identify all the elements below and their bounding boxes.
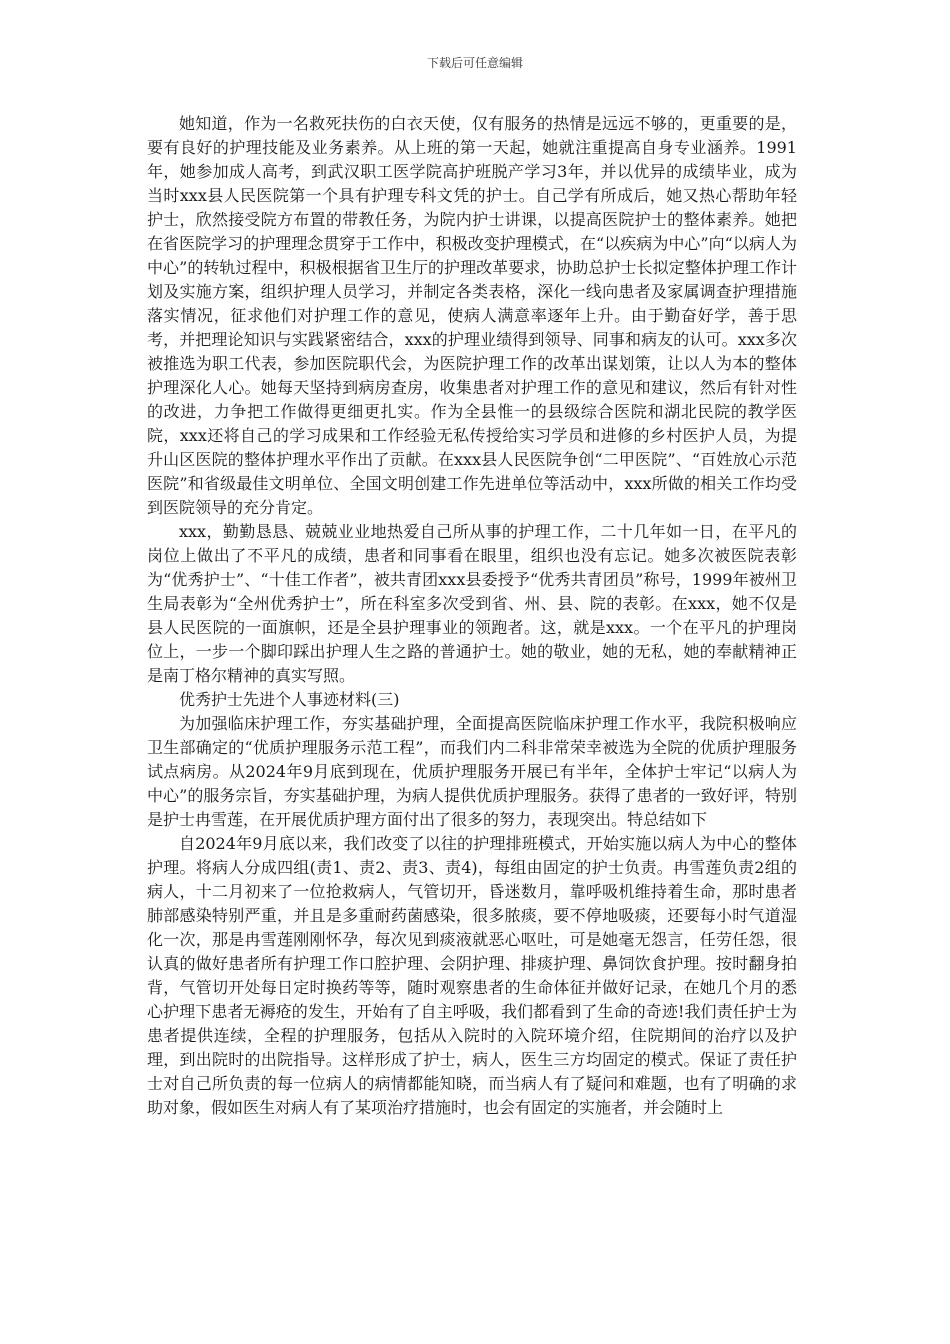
section-title: 优秀护士先进个人事迹材料(三) [179, 690, 400, 709]
document-body [147, 112, 797, 1120]
page-header: 下载后可任意编辑 [426, 56, 523, 70]
paragraph-4: 自2024年9月底以来，我们改变了以往的护理排班模式，开始实施以病人为中心的整体护理。将病人分成四组(责1、责2、责3、责4)，每组由固定的护士负责。冉雪莲负责2组的病人，十二月初来了一位抢救病人，气管切开，昏迷数月，靠呼吸机维持着生命，那时患者肺部感染特别严重，并且是多重耐药菌感染，很多脓痰，要不停地吸痰，还要每小时气道湿化一次，那是冉雪莲刚刚怀孕，每次见到痰液就恶心呕吐，可是她毫无怨言，任劳任怨，很认真的做好患者所有护理工作口腔护理、会阴护理、排痰护理、鼻饲饮食护理。按时翻身拍背，气管切开处每日定时换药等等，随时观察患者的生命体征并做好记录，在她几个月的悉心护理下患者无褥疮的发生，开始有了自主呼吸，我们都看到了生命的奇迹!我们责任护士为患者提供连续，全程的护理服务，包括从入院时的入院环境介绍，住院期间的治疗以及护理，到出院时的出院指导。这样形成了护士，病人，医生三方均固定的模式。保证了责任护士对自己所负责的每一位病人的病情都能知晓，而当病人有了疑问和难题，也有了明确的求助对象，假如医生对病人有了某项治疗措施时，也会有固定的实施者，并会随时上 [147, 834, 797, 1117]
paragraph-3: 为加强临床护理工作，夯实基础护理，全面提高医院临床护理工作水平，我院积极响应卫生部确定的“优质护理服务示范工程”，而我们内二科非常荣幸被选为全院的优质护理服务试点病房。从2024年9月底到现在，优质护理服务开展已有半年，全体护士牢记“以病人为中心”的服务宗旨，夯实基础护理，为病人提供优质护理服务。获得了患者的一致好评，特别是护士冉雪莲，在开展优质护理方面付出了很多的努力，表现突出。特总结如下 [147, 714, 797, 829]
paragraph-2: xxx，勤勤恳恳、兢兢业业地热爱自己所从事的护理工作，二十几年如一日，在平凡的岗位上做出了不平凡的成绩，患者和同事看在眼里，组织也没有忘记。她多次被医院表彰为“优秀护士”、“十佳工作者”，被共青团xxx县委授予“优秀共青团员”称号，1999年被州卫生局表彰为“全州优秀护士”，所在科室多次受到省、州、县、院的表彰。在xxx，她不仅是县人民医院的一面旗帜，还是全县护理事业的领跑者。这，就是xxx。一个在平凡的护理岗位上，一步一个脚印踩出护理人生之路的普通护士。她的敬业，她的无私，她的奉献精神正是南丁格尔精神的真实写照。 [147, 522, 797, 685]
paragraph-1: 她知道，作为一名救死扶伤的白衣天使，仅有服务的热情是远远不够的，更重要的是，要有良好的护理技能及业务素养。从上班的第一天起，她就注重提高自身专业涵养。1991年，她参加成人高考，到武汉职工医学院高护班脱产学习3年，并以优异的成绩毕业，成为当时xxx县人民医院第一个具有护理专科文凭的护士。自己学有所成后，她又热心帮助年轻护士，欣然接受院方布置的带教任务，为院内护士讲课，以提高医院护士的整体素养。她把在省医院学习的护理理念贯穿于工作中，积极改变护理模式，在“以疾病为中心”向“以病人为中心”的转轨过程中，积极根据省卫生厅的护理改革要求，协助总护士长拟定整体护理工作计划及实施方案，组织护理人员学习，并制定各类表格，深化一线向患者及家属调查护理措施落实情况，征求他们对护理工作的意见，使病人满意率逐年上升。由于勤奋好学，善于思考，并把理论知识与实践紧密结合，xxx的护理业绩得到领导、同事和病友的认可。xxx多次被推选为职工代表，参加医院职代会，为医院护理工作的改革出谋划策，让以人为本的整体护理深化人心。她每天坚持到病房查房，收集患者对护理工作的意见和建议，然后有针对性的改进，力争把工作做得更细更扎实。作为全县惟一的县级综合医院和湖北民院的教学医院，xxx还将自己的学习成果和工作经验无私传授给实习学员和进修的乡村医护人员，为提升山区医院的整体护理水平作出了贡献。在xxx县人民医院争创“二甲医院”、“百姓放心示范医院”和省级最佳文明单位、全国文明创建工作先进单位等活动中，xxx所做的相关工作均受到医院领导的充分肯定。 [147, 114, 797, 517]
